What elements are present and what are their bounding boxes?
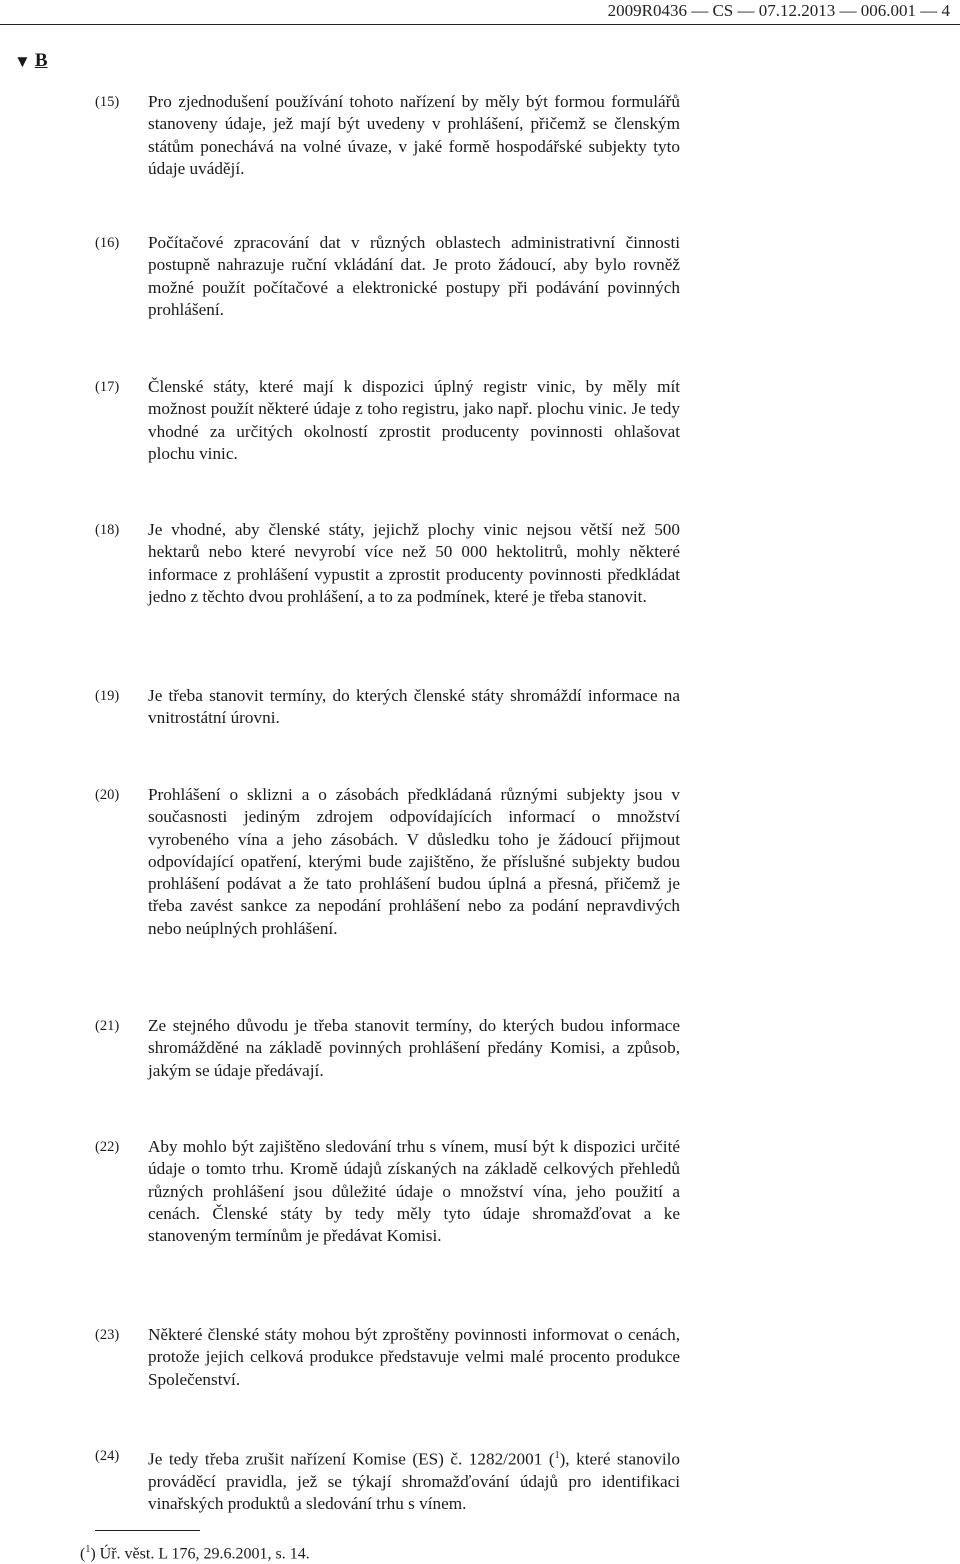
- recital-24: [95, 1445, 680, 1516]
- recital-text: Prohlášení o sklizni a o zásobách předkládaná různými subjekty jsou v současnosti jediným zdrojem odpovídajících informací o množství vyrobeného vína a jeho zásobách. V důsledku toho je žádoucí přijmout odpovídající opatření, kterými bude zajištěno, že příslušné subjekty budou prohlášení podávat a že tato prohlášení budou úplná a přesná, přičemž je třeba zavést sankce za nepodání prohlášení nebo za podání nepravdivých nebo neúplných prohlášení.: [148, 785, 680, 938]
- recital-23: [95, 1324, 680, 1391]
- recital-text: Pro zjednodušení používání tohoto nařízení by měly být formou formulářů stanoveny údaje, jež mají být uvedeny v prohlášení, přičemž se členským státům ponechává na volné úvaze, v jaké formě hospodářské subjekty tyto údaje uvádějí.: [148, 92, 680, 178]
- footnote-number: 1: [85, 1544, 91, 1555]
- recital-21: [95, 1015, 680, 1082]
- recital-text: Ze stejného důvodu je třeba stanovit termíny, do kterých budou informace shromážděné na základě povinných prohlášení předány Komisi, a způsob, jakým se údaje předávají.: [148, 1016, 680, 1080]
- recital-20: [95, 784, 680, 940]
- footnote-marker-close: ): [90, 1545, 96, 1563]
- recital-text: Některé členské státy mohou být zproštěny povinnosti informovat o cenách, protože jejich celková produkce představuje velmi malé procento produkce Společenství.: [148, 1325, 680, 1389]
- footnote-marker-open: (: [80, 1545, 86, 1563]
- recital-number: (20): [95, 787, 120, 803]
- recital-number: (23): [95, 1327, 120, 1343]
- triangle-down-icon: ▼: [14, 51, 31, 71]
- footnote: [80, 1540, 310, 1564]
- amendment-marker: [14, 50, 48, 72]
- recital-number: (17): [95, 379, 120, 395]
- recital-number: (16): [95, 235, 120, 251]
- recital-number: (24): [95, 1448, 120, 1464]
- recital-18: [95, 519, 680, 608]
- recital-16: [95, 232, 680, 321]
- footnote-text: Úř. věst. L 176, 29.6.2001, s. 14.: [99, 1545, 310, 1563]
- recital-19: [95, 685, 680, 730]
- recital-15: [95, 91, 680, 180]
- recital-number: (15): [95, 94, 120, 110]
- recital-text-part: Je tedy třeba zrušit nařízení Komise (ES) č. 1282/2001 (: [148, 1449, 555, 1469]
- recital-number: (18): [95, 522, 120, 538]
- footnote-separator: [95, 1530, 200, 1531]
- header-rule: [0, 24, 960, 25]
- recital-22: [95, 1136, 680, 1247]
- document-header: 2009R0436 — CS — 07.12.2013 — 006.001 — 4: [607, 1, 950, 20]
- recital-text: Aby mohlo být zajištěno sledování trhu s vínem, musí být k dispozici určité údaje o tomto trhu. Kromě údajů získaných na základě celkových přehledů různých prohlášení jsou důležité údaje o množství vína, jeho použití a cenách. Členské státy by tedy měly tyto údaje shromažďovat a ke stanoveným termínům je předávat Komisi.: [148, 1137, 680, 1246]
- recital-text: Je třeba stanovit termíny, do kterých členské státy shromáždí informace na vnitrostátní úrovni.: [148, 686, 680, 728]
- recital-text: Členské státy, které mají k dispozici úplný registr vinic, by měly mít možnost použít některé údaje z toho registru, jako např. plochu vinic. Je tedy vhodné za určitých okolností zprostit producenty povinnosti ohlašovat plochu vinic.: [148, 377, 680, 463]
- recital-text-part: ), které stanovilo prováděcí pravidla, jež se týkají shromažďování údajů pro identifikaci vinařských produktů a sledování trhu s vínem.: [148, 1449, 680, 1514]
- recital-text: Je vhodné, aby členské státy, jejichž plochy vinic nejsou větší než 500 hektarů nebo které nevyrobí více než 50 000 hektolitrů, mohly některé informace z prohlášení vypustit a zprostit producenty povinnosti předkládat jedno z těchto dvou prohlášení, a to za podmínek, které je třeba stanovit.: [148, 520, 680, 606]
- recital-number: (22): [95, 1139, 120, 1155]
- footnote-reference-link[interactable]: 1: [554, 1450, 560, 1461]
- recital-17: [95, 376, 680, 465]
- recital-text: Počítačové zpracování dat v různých oblastech administrativní činnosti postupně nahrazuje ruční vkládání dat. Je proto žádoucí, aby bylo rovněž možné použít počítačové a elektronické postupy při podávání povinných prohlášení.: [148, 233, 680, 319]
- recital-text: [148, 1445, 680, 1516]
- recital-number: (19): [95, 688, 120, 704]
- recital-number: (21): [95, 1018, 120, 1034]
- amendment-marker-letter: B: [34, 50, 48, 71]
